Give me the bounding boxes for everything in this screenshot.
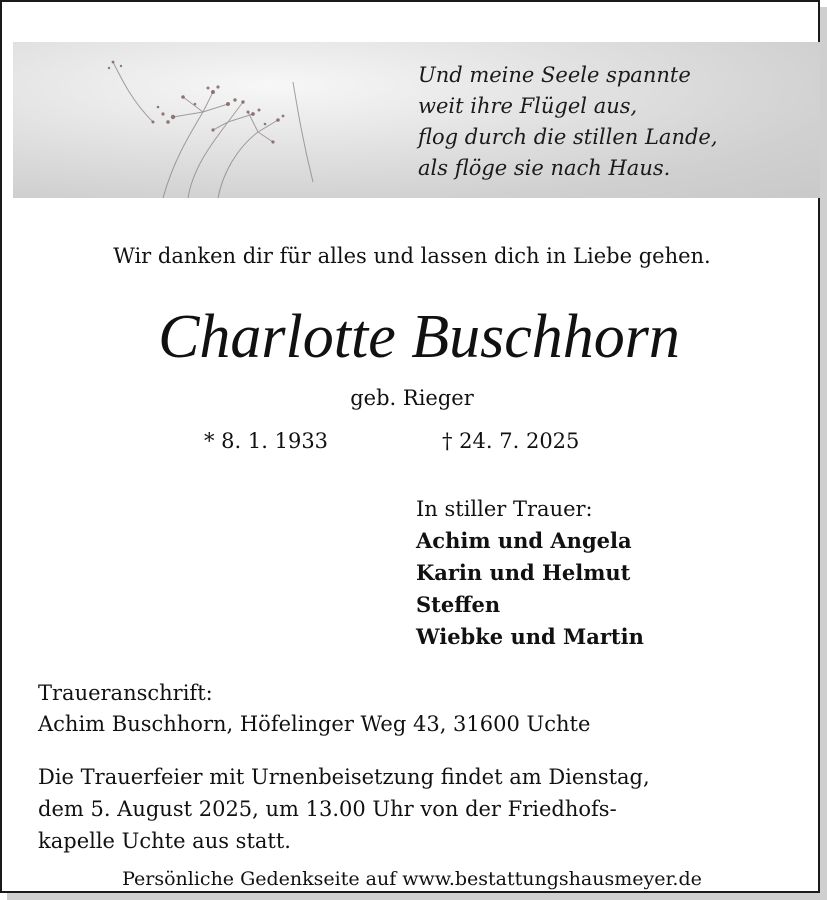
address-label: Traueranschrift:: [38, 681, 213, 705]
mourner-name: Karin und Helmut: [416, 560, 631, 585]
poem-line: Und meine Seele spannte: [418, 63, 691, 87]
ceremony-notice: [38, 761, 650, 857]
memorial-page-link: Persönliche Gedenkseite auf www.bestattungshausmeyer.de: [122, 868, 702, 890]
ceremony-line: dem 5. August 2025, um 13.00 Uhr von der Friedhofs-: [38, 797, 617, 821]
address-value: Achim Buschhorn, Höfelinger Weg 43, 31600 Uchte: [38, 712, 591, 736]
mourner-name: Wiebke und Martin: [416, 624, 644, 649]
death-date: † 24. 7. 2025: [442, 429, 580, 453]
poem-line: als flöge sie nach Haus.: [418, 156, 671, 180]
mourning-address: [38, 678, 590, 740]
frame-shadow-right: [820, 7, 827, 900]
deceased-name: Charlotte Buschhorn: [158, 303, 680, 371]
birth-date: * 8. 1. 1933: [204, 429, 329, 453]
poem-line: flog durch die stillen Lande,: [418, 125, 718, 149]
poem-line: weit ihre Flügel aus,: [418, 94, 638, 118]
mourner-name: Steffen: [416, 592, 501, 617]
mourners-heading: In stiller Trauer:: [416, 497, 593, 521]
poem-verse: [418, 60, 718, 184]
thanks-line: Wir danken dir für alles und lassen dich in Liebe gehen.: [113, 244, 711, 268]
mourners-block: [416, 493, 644, 653]
ceremony-line: Die Trauerfeier mit Urnenbeisetzung findet am Dienstag,: [38, 765, 650, 789]
mourner-name: Achim und Angela: [416, 528, 632, 553]
ceremony-line: kapelle Uchte aus statt.: [38, 829, 291, 853]
frame-shadow-bottom: [7, 893, 827, 900]
maiden-name: geb. Rieger: [350, 386, 474, 410]
